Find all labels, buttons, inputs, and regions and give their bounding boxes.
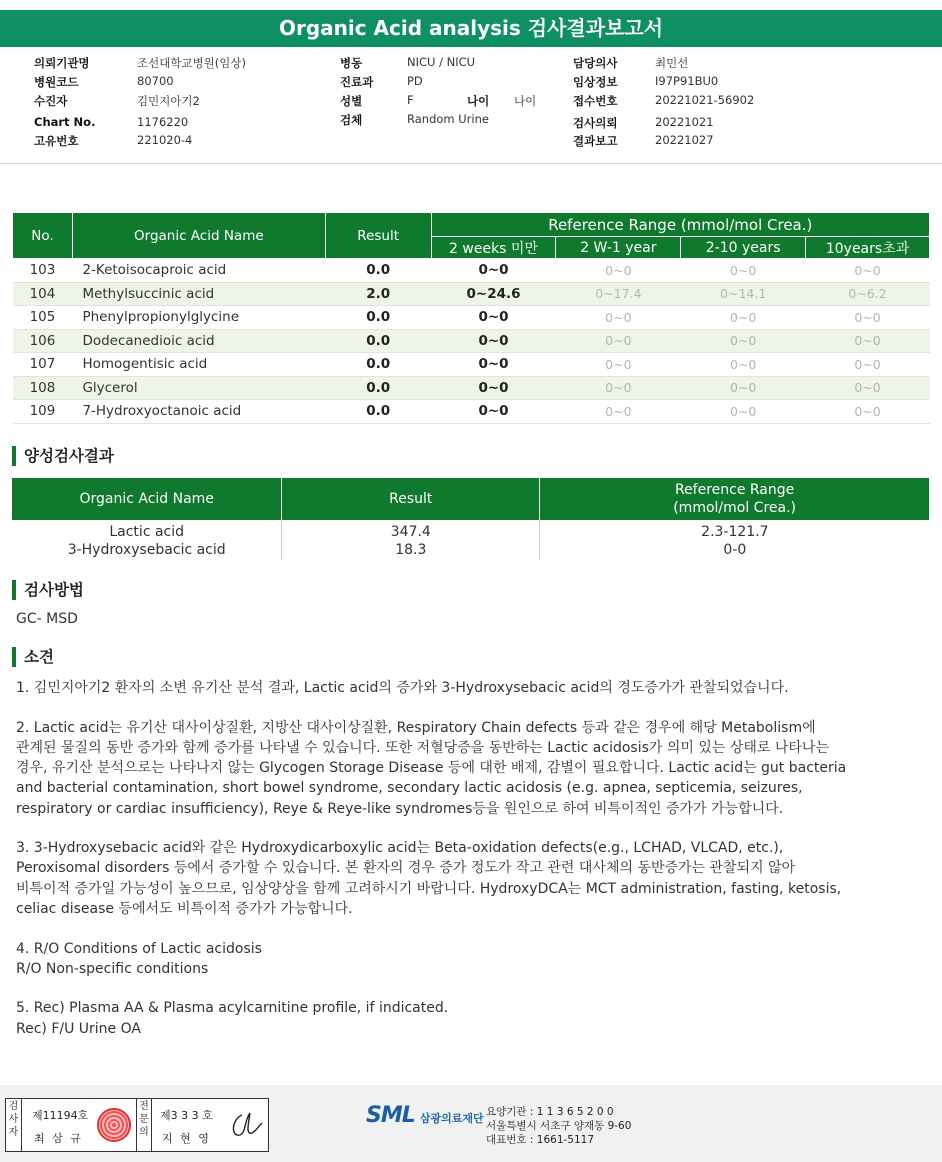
cell-ref: 0~0 bbox=[681, 376, 806, 400]
header-result: Result bbox=[325, 213, 431, 259]
info-label: 수진자 bbox=[34, 94, 68, 108]
cell-result: 0.0 bbox=[325, 353, 431, 377]
cell-ref: 0~0 bbox=[556, 376, 681, 400]
info-label: 접수번호 bbox=[573, 94, 618, 108]
opinion-line: 5. Rec) Plasma AA & Plasma acylcarnitine profile, if indicated. bbox=[16, 1000, 449, 1017]
sml-logo bbox=[366, 1103, 484, 1128]
table-row bbox=[13, 376, 930, 400]
cell-ref: 0~0 bbox=[806, 376, 930, 400]
cell-name: 7-Hydroxyoctanoic acid bbox=[72, 400, 325, 424]
cell-ref: 0~0 bbox=[681, 306, 806, 330]
positive-header-result: Result bbox=[282, 478, 540, 520]
info-value: F bbox=[407, 93, 414, 107]
info-label: 진료과 bbox=[340, 75, 374, 89]
positive-results-table bbox=[12, 478, 930, 560]
info-value: PD bbox=[407, 74, 423, 88]
cell-no: 104 bbox=[13, 282, 73, 306]
specialist-name: 지 현 영 bbox=[162, 1132, 211, 1145]
examiner-name: 최 삼 규 bbox=[34, 1132, 83, 1145]
header-name: Organic Acid Name bbox=[72, 213, 325, 259]
cell-no: 105 bbox=[13, 306, 73, 330]
positive-cell-result: 18.3 bbox=[282, 540, 540, 560]
cell-ref: 0~0 bbox=[556, 353, 681, 377]
method-value: GC- MSD bbox=[16, 611, 78, 627]
logo-text: SML bbox=[366, 1103, 415, 1128]
header-range: 2 weeks 미만 bbox=[431, 237, 556, 259]
info-value: NICU / NICU bbox=[407, 55, 476, 69]
organic-acid-table bbox=[12, 212, 930, 424]
signature-box bbox=[5, 1098, 269, 1152]
table-row bbox=[13, 306, 930, 330]
opinion-paragraph bbox=[16, 838, 931, 919]
cell-result: 0.0 bbox=[325, 259, 431, 283]
logo-korean: 삼광의료재단 bbox=[419, 1112, 484, 1125]
info-value: 조선대학교병원(임상) bbox=[137, 56, 246, 70]
info-value: 80700 bbox=[137, 74, 174, 88]
info-label: 성별 bbox=[340, 94, 363, 108]
cell-name: Methylsuccinic acid bbox=[72, 282, 325, 306]
cell-ref: 0~0 bbox=[431, 353, 556, 377]
header-range: 2-10 years bbox=[681, 237, 806, 259]
age-label: 나이 bbox=[467, 94, 490, 108]
info-value: 1176220 bbox=[137, 115, 189, 129]
header-range: 2 W-1 year bbox=[556, 237, 681, 259]
examiner-label-char: 검 bbox=[8, 1101, 19, 1112]
opinion-body bbox=[16, 678, 931, 1058]
cell-ref: 0~24.6 bbox=[431, 282, 556, 306]
cell-ref: 0~0 bbox=[806, 306, 930, 330]
cell-result: 0.0 bbox=[325, 400, 431, 424]
opinion-paragraph bbox=[16, 939, 931, 979]
cell-no: 106 bbox=[13, 329, 73, 353]
info-label: 병원코드 bbox=[34, 75, 79, 89]
info-label: 의뢰기관명 bbox=[34, 56, 90, 70]
cell-no: 103 bbox=[13, 259, 73, 283]
table-row bbox=[13, 400, 930, 424]
positive-cell-ref: 2.3-121.7 bbox=[701, 524, 769, 540]
lab-address bbox=[486, 1105, 631, 1147]
cell-result: 0.0 bbox=[325, 376, 431, 400]
table-row bbox=[12, 520, 930, 540]
opinion-line: R/O Non-specific conditions bbox=[16, 960, 209, 977]
age-value: 나이 bbox=[514, 94, 537, 108]
cell-ref: 0~0 bbox=[431, 329, 556, 353]
info-value: Random Urine bbox=[407, 112, 489, 126]
positive-header-reference bbox=[540, 478, 930, 520]
opinion-paragraph bbox=[16, 998, 931, 1038]
cell-name: 2-Ketoisocaproic acid bbox=[72, 259, 325, 283]
positive-cell-name: Lactic acid bbox=[12, 520, 282, 540]
opinion-line: 3. 3-Hydroxysebacic acid와 같은 Hydroxydicarboxylic acid는 Beta-oxidation defects(e.g., LCHAD, VLCAD, etc.), bbox=[16, 840, 784, 857]
table-row bbox=[13, 259, 930, 283]
opinion-line: 1. 김민지아기2 환자의 소변 유기산 분석 결과, Lactic acid의 증가와 3-Hydroxysebacic acid의 경도증가가 관찰되었습니다. bbox=[16, 680, 789, 696]
info-value: 김민지아기2 bbox=[137, 94, 200, 108]
cell-no: 109 bbox=[13, 400, 73, 424]
header-range: 10years초과 bbox=[806, 237, 930, 259]
cell-ref: 0~0 bbox=[681, 400, 806, 424]
cell-ref: 0~0 bbox=[806, 329, 930, 353]
footer bbox=[0, 1085, 942, 1162]
opinion-paragraph bbox=[16, 678, 931, 698]
info-value: 221020-4 bbox=[137, 133, 193, 147]
opinion-line: Peroxisomal disorders 등에서 증가할 수 있습니다. 본 환자의 경우 증가 정도가 작고 관련 대사체의 동반증가는 관찰되지 않아 bbox=[16, 860, 796, 877]
opinion-line: celiac disease 등에서도 비특이적 증가가 가능합니다. bbox=[16, 900, 353, 917]
specialist-label-char: 의 bbox=[139, 1127, 149, 1138]
info-value: 최민선 bbox=[655, 56, 689, 70]
examiner-license: 제11194호 bbox=[32, 1109, 89, 1122]
info-label: 고유번호 bbox=[34, 134, 79, 148]
cell-ref: 0~0 bbox=[431, 259, 556, 283]
info-label: 검사의뢰 bbox=[573, 116, 618, 130]
info-value: 20221027 bbox=[655, 133, 714, 147]
header-reference: Reference Range (mmol/mol Crea.) bbox=[431, 213, 929, 237]
info-label: Chart No. bbox=[34, 115, 96, 129]
positive-cell-name: 3-Hydroxysebacic acid bbox=[12, 540, 282, 560]
examiner-label-char: 자 bbox=[8, 1127, 19, 1138]
opinion-line: 관계된 물질의 동반 증가와 함께 증가를 나타낼 수 있습니다. 또한 저혈당증을 동반하는 Lactic acidosis가 의미 있는 상태로 나타나는 bbox=[16, 739, 829, 756]
cell-result: 2.0 bbox=[325, 282, 431, 306]
signature-icon bbox=[228, 1105, 266, 1145]
specialist-label-char: 전 bbox=[139, 1101, 149, 1112]
opinion-line: and bacterial contamination, short bowel syndrome, secondary lactic acidosis (e.g. apnea, septicemia, seizures, bbox=[16, 780, 803, 797]
opinion-heading: 소견 bbox=[12, 647, 54, 667]
opinion-line: 4. R/O Conditions of Lactic acidosis bbox=[16, 940, 262, 957]
cell-ref: 0~6.2 bbox=[806, 282, 930, 306]
table-row bbox=[13, 353, 930, 377]
info-label: 담당의사 bbox=[573, 56, 618, 70]
address-line: 대표번호 : 1661-5117 bbox=[486, 1134, 595, 1146]
specialist-license: 제3 3 3 호 bbox=[160, 1109, 213, 1122]
opinion-line: 2. Lactic acid는 유기산 대사이상질환, 지방산 대사이상질환, Respiratory Chain defects 등과 같은 경우에 해당 Metabolism에 bbox=[16, 719, 816, 736]
examiner-label bbox=[6, 1099, 22, 1151]
cell-ref: 0~0 bbox=[556, 329, 681, 353]
cell-name: Homogentisic acid bbox=[72, 353, 325, 377]
cell-result: 0.0 bbox=[325, 306, 431, 330]
specialist-label bbox=[136, 1099, 152, 1151]
cell-ref: 0~17.4 bbox=[556, 282, 681, 306]
info-label: 검체 bbox=[340, 113, 363, 127]
cell-result: 0.0 bbox=[325, 329, 431, 353]
cell-name: Dodecanedioic acid bbox=[72, 329, 325, 353]
opinion-line: respiratory or cardiac insufficiency), Reye & Reye-like syndromes등을 원인으로 하여 비특이적인 증가가 가능합니다. bbox=[16, 800, 784, 817]
cell-ref: 0~14.1 bbox=[681, 282, 806, 306]
positive-header-name: Organic Acid Name bbox=[12, 478, 282, 520]
method-heading: 검사방법 bbox=[12, 580, 84, 600]
positive-cell-result: 347.4 bbox=[282, 520, 540, 540]
opinion-line: 비특이적 증가일 가능성이 높으므로, 임상양상을 함께 고려하시기 바랍니다. HydroxyDCA는 MCT administration, fasting, ketosis, bbox=[16, 880, 842, 897]
cell-ref: 0~0 bbox=[806, 353, 930, 377]
positive-results-heading: 양성검사결과 bbox=[12, 446, 114, 466]
table-row bbox=[13, 329, 930, 353]
cell-ref: 0~0 bbox=[431, 400, 556, 424]
patient-info bbox=[0, 55, 942, 155]
opinion-paragraph bbox=[16, 718, 931, 819]
cell-ref: 0~0 bbox=[431, 376, 556, 400]
cell-no: 108 bbox=[13, 376, 73, 400]
table-row bbox=[12, 540, 930, 560]
info-value: 20221021 bbox=[655, 115, 714, 129]
table-row bbox=[13, 282, 930, 306]
opinion-line: Rec) F/U Urine OA bbox=[16, 1020, 141, 1037]
cell-ref: 0~0 bbox=[681, 259, 806, 283]
positive-header-ref-line2: (mmol/mol Crea.) bbox=[673, 500, 796, 516]
info-label: 병동 bbox=[340, 56, 363, 70]
cell-name: Phenylpropionylglycine bbox=[72, 306, 325, 330]
positive-cell-ref: 0-0 bbox=[723, 542, 747, 558]
cell-no: 107 bbox=[13, 353, 73, 377]
positive-header-ref-line1: Reference Range bbox=[674, 482, 795, 498]
cell-ref: 0~0 bbox=[681, 329, 806, 353]
cell-ref: 0~0 bbox=[681, 353, 806, 377]
info-value: I97P91BU0 bbox=[655, 74, 719, 88]
opinion-line: 경우, 유기산 분석으로는 나타나지 않는 Glycogen Storage Disease 등에 대한 배제, 감별이 필요합니다. Lactic acid는 gut bacteria bbox=[16, 760, 847, 777]
specialist-label-char: 문 bbox=[139, 1114, 149, 1125]
cell-ref: 0~0 bbox=[431, 306, 556, 330]
cell-name: Glycerol bbox=[72, 376, 325, 400]
info-label: 임상정보 bbox=[573, 75, 618, 89]
cell-ref: 0~0 bbox=[556, 400, 681, 424]
address-line: 서울특별시 서초구 양재동 9-60 bbox=[486, 1120, 632, 1132]
cell-ref: 0~0 bbox=[556, 306, 681, 330]
header-no: No. bbox=[13, 213, 73, 259]
divider bbox=[0, 163, 942, 164]
info-label: 결과보고 bbox=[573, 134, 618, 148]
cell-ref: 0~0 bbox=[806, 400, 930, 424]
address-line: 요양기관 : 1 1 3 6 5 2 0 0 bbox=[486, 1106, 614, 1118]
info-value: 20221021-56902 bbox=[655, 93, 755, 107]
seal-stamp bbox=[97, 1108, 131, 1142]
examiner-label-char: 사 bbox=[8, 1114, 19, 1125]
cell-ref: 0~0 bbox=[556, 259, 681, 283]
cell-ref: 0~0 bbox=[806, 259, 930, 283]
report-title: Organic Acid analysis 검사결과보고서 bbox=[0, 10, 942, 47]
